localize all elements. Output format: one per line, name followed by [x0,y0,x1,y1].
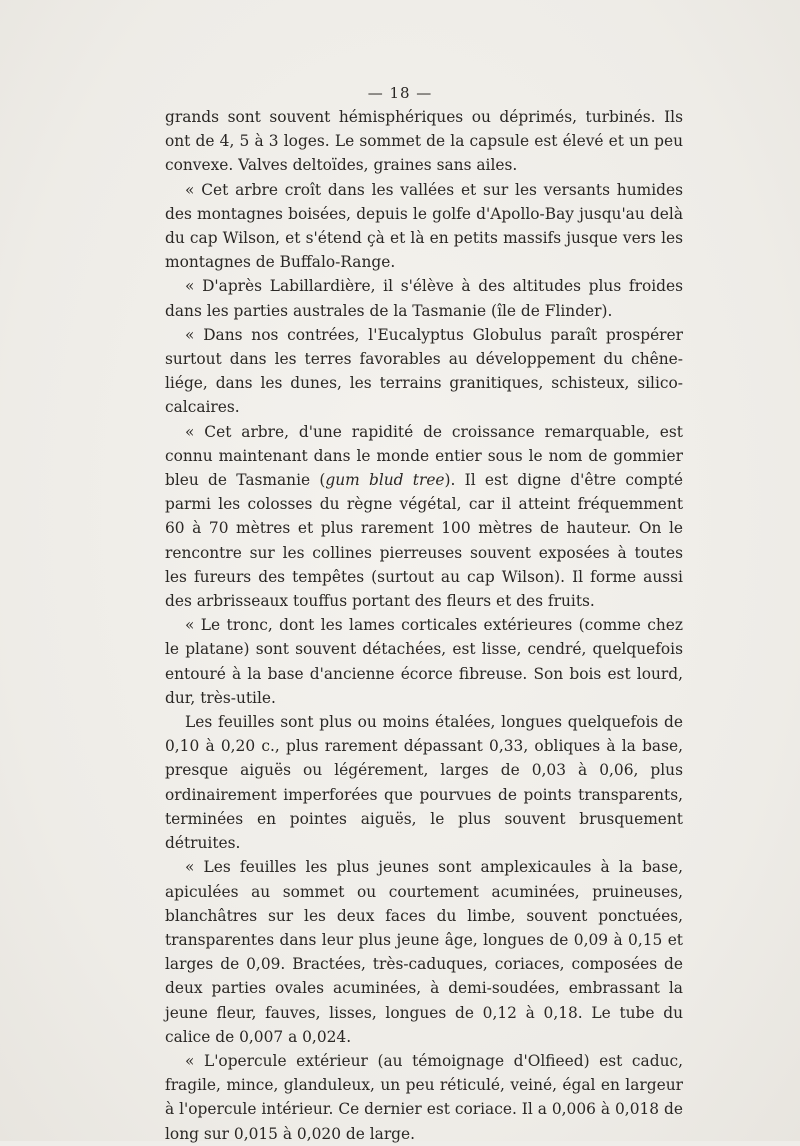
paragraph-8: « Les feuilles les plus jeunes sont amplexicaules à la base, apiculées au sommet ou courtement acuminées, pruineuses, blanchâtres sur les deux faces du limbe, souvent ponctuées, transparentes dans leur plus jeune âge, longues de 0,09 à 0,15 et larges de 0,09. Bractées, très-caduques, coriaces, composées de deux parties ovales acuminées, à demi-soudées, embrassant la jeune fleur, fauves, lisses, longues de 0,12 à 0,18. Le tube du calice de 0,007 a 0,024. [165,858,683,1046]
paragraph-5-start: « Cet arbre, d'une rapidité de croissance remarquable, est connu maintenant dans le monde entier sous le nom de gommier bleu de Tasmanie ( [165,422,683,490]
paragraph-2: « Cet arbre croît dans les vallées et sur les versants humides des montagnes boisées, depuis le golfe d'Apollo-Bay jusqu'au delà du cap Wilson, et s'étend çà et là en petits massifs jusque vers les montagnes de Buffalo-Range. [165,180,683,272]
paragraph-1: grands sont souvent hémisphériques ou déprimés, turbinés. Ils ont de 4, 5 à 3 loges. Le sommet de la capsule est élevé et un peu convexe. Valves deltoïdes, graines sans ailes. [165,108,683,175]
paragraph-9: « L'opercule extérieur (au témoignage d'Olfieed) est caduc, fragile, mince, glanduleux, un peu réticulé, veiné, égal en largeur à l'opercule intérieur. Ce dernier est coriace. Il a 0,006 à 0,018 de long sur 0,015 à 0,020 de large. [165,1051,683,1143]
paragraph-4: « Dans nos contrées, l'Eucalyptus Globulus paraît prospérer surtout dans les terres favorables au développement du chêne-liége, dans les dunes, les terrains granitiques, schisteux, silico-calcaires. [165,325,683,417]
body-text [165,105,683,1146]
page-number: — 18 — [367,84,433,102]
gum-blud-tree-italic: gum blud tree [325,471,445,490]
paragraph-5 [165,420,683,614]
paragraph-7: Les feuilles sont plus ou moins étalées, longues quelquefois de 0,10 à 0,20 c., plus rarement dépassant 0,33, obliques à la base, presque aiguës ou légérement, larges de 0,03 à 0,06, plus ordinairement imperforées que pourvues de points transparents, terminées en pointes aiguës, le plus souvent brusquement détruites. [165,713,683,853]
paragraph-3: « D'après Labillardière, il s'élève à des altitudes plus froides dans les parties australes de la Tasmanie (île de Flinder). [165,277,683,320]
paragraph-6: « Le tronc, dont les lames corticales extérieures (comme chez le platane) sont souvent détachées, est lisse, cendré, quelquefois entouré à la base d'ancienne écorce fibreuse. Son bois est lourd, dur, très-utile. [165,616,683,707]
paragraph-5-end: ). Il est digne d'être compté parmi les colosses du règne végétal, car il atteint fréquemment 60 à 70 mètres et plus rarement 100 mètres de hauteur. On le rencontre sur les collines pierreuses souvent exposées à toutes les fureurs des tempêtes (surtout au cap Wilson). Il forme aussi des arbrisseaux touffus portant des fleurs et des fruits. [165,471,683,611]
